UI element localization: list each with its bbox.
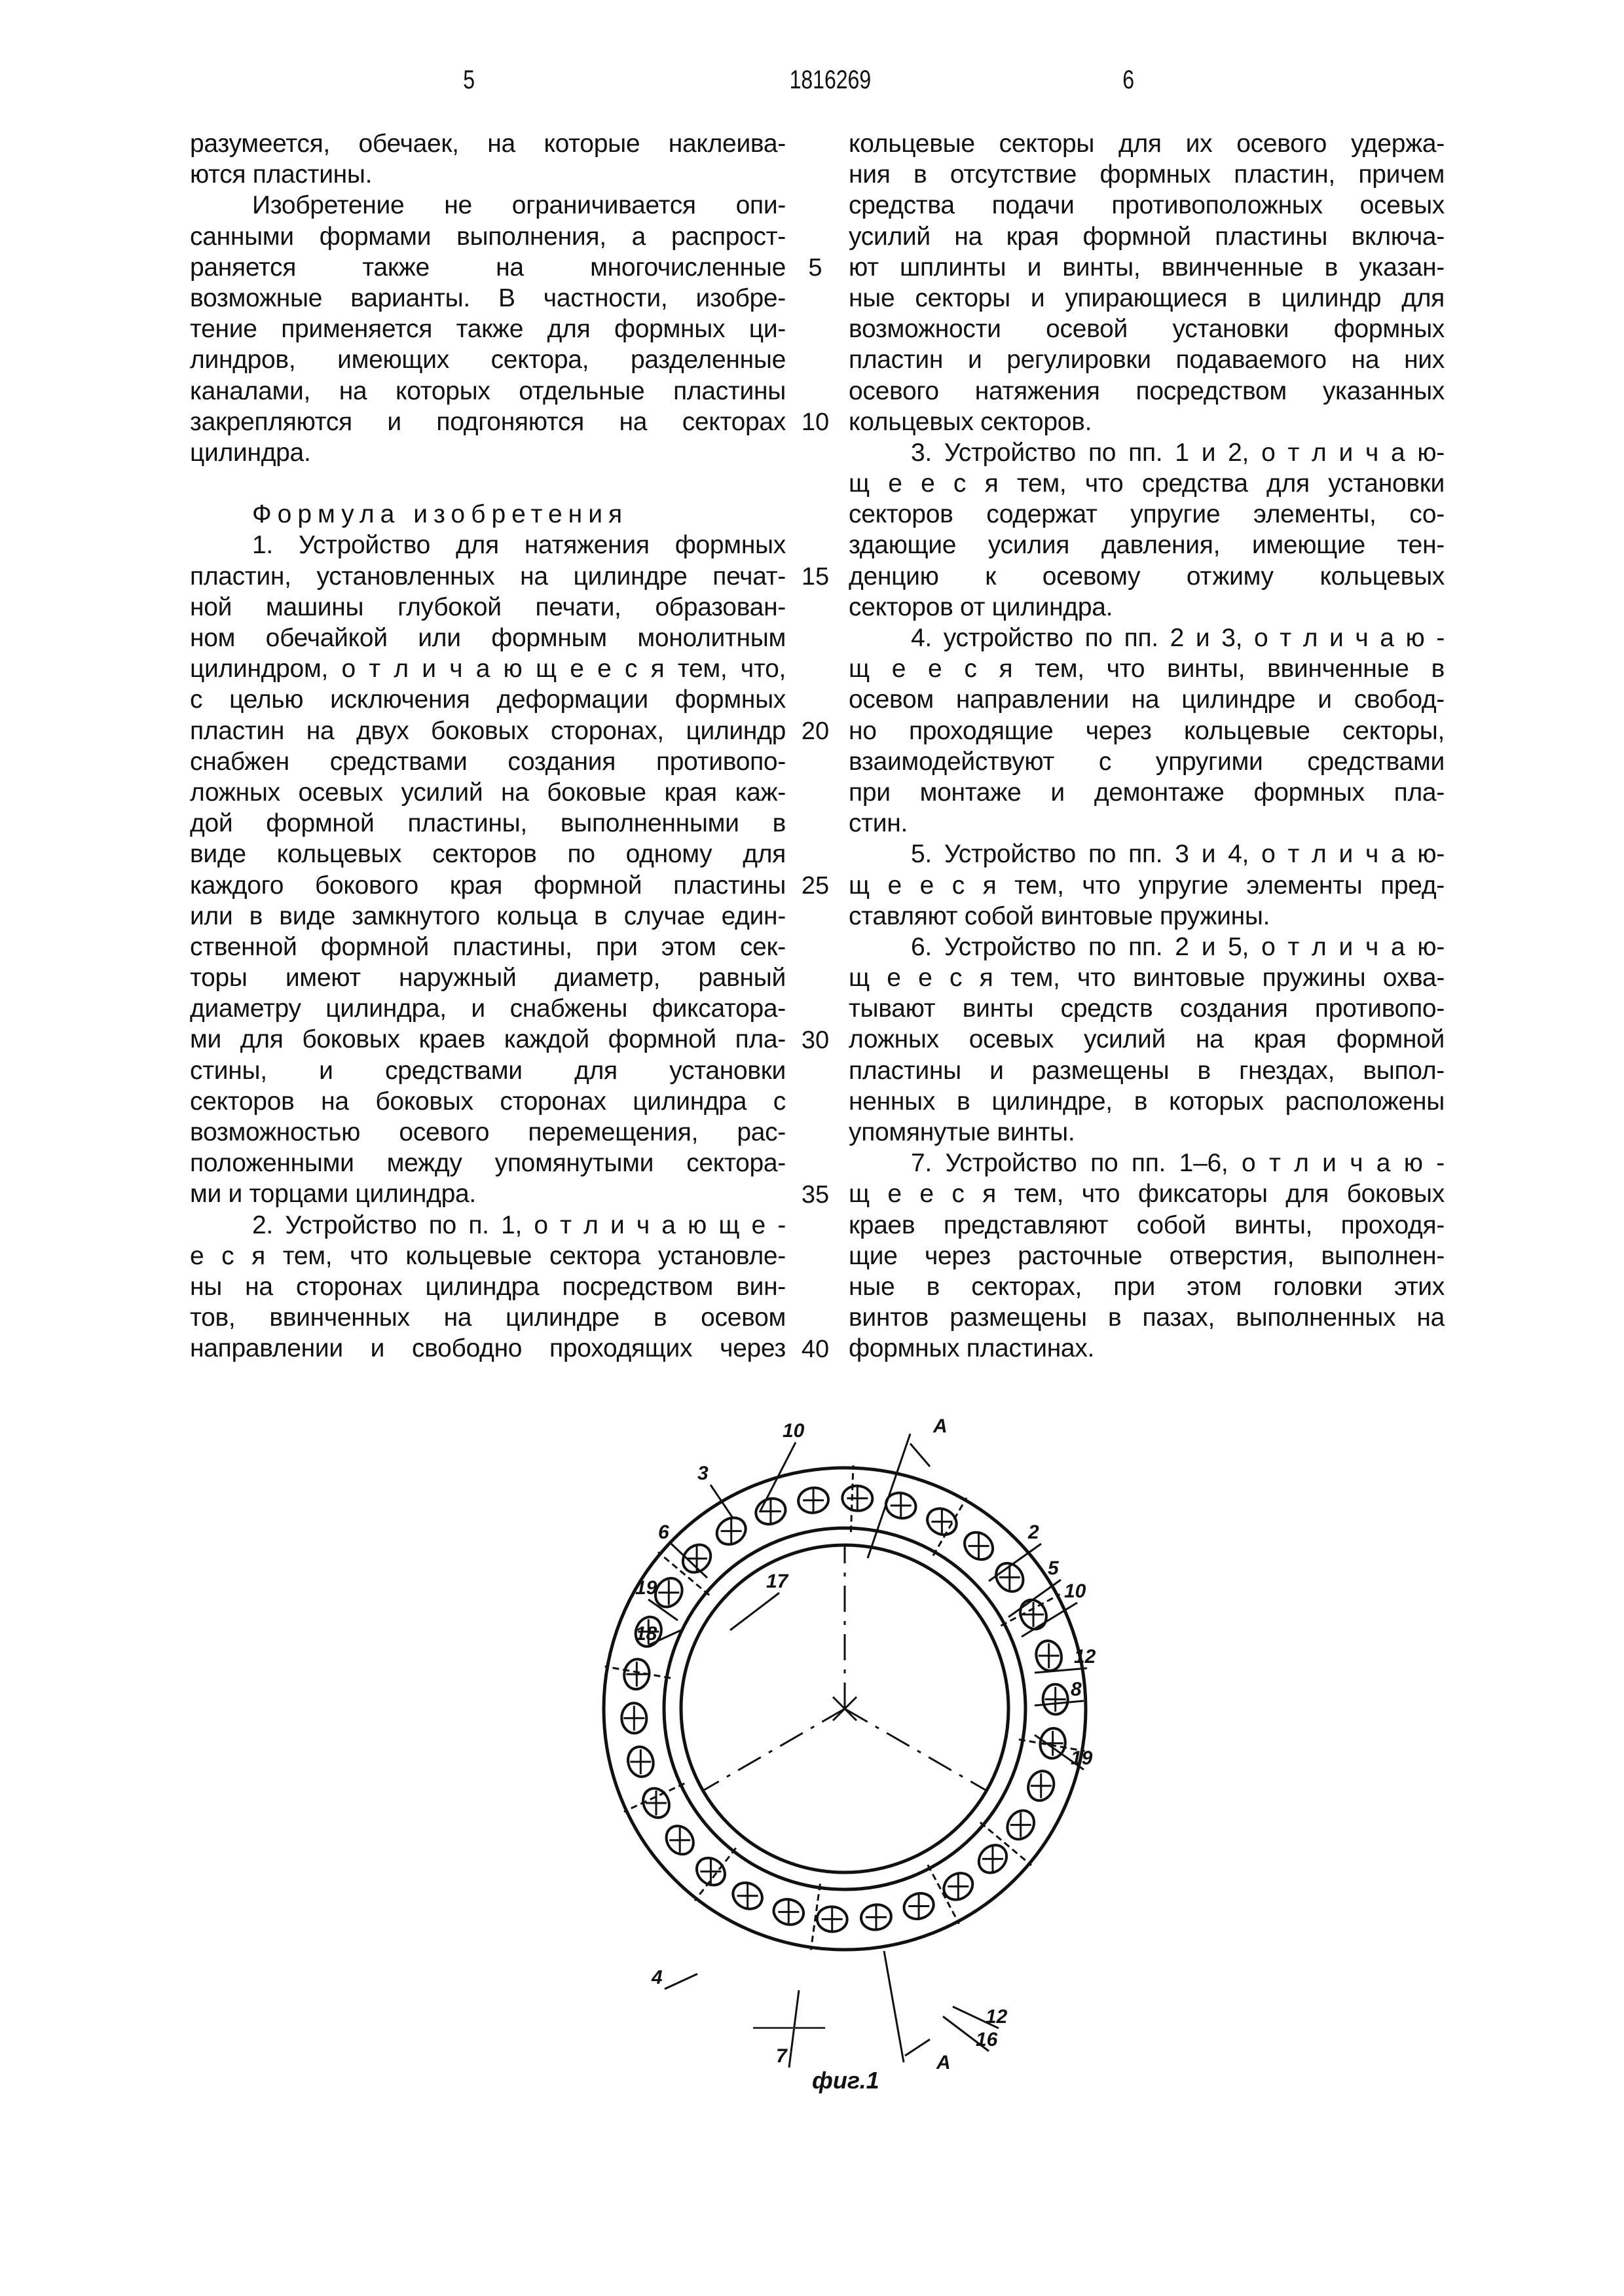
text-line: 5. Устройство по пп. 3 и 4, о т л и ч а ю- [849, 839, 1445, 869]
text-line: торы имеют наружный диаметр, равный [190, 962, 786, 993]
text-line: ном обечайкой или формным монолитным [190, 623, 786, 653]
text-line: направлении и свободно проходящих через [190, 1333, 786, 1364]
bolt-icon [661, 1821, 699, 1860]
figure-1-cylinder-cross-section [537, 1408, 1166, 2115]
figure-label-l8: 8 [1071, 1679, 1082, 1700]
text-line: возможности осевой установки формных [849, 314, 1445, 344]
text-line: ния в отсутствие формных пластин, причем [849, 159, 1445, 190]
figure-labels [635, 1415, 1096, 2094]
text-line: щие через расточные отверстия, выполнен- [849, 1241, 1445, 1271]
text-line: ложных осевых усилий на боковые края каж- [190, 777, 786, 808]
patent-number: 1816269 [790, 65, 872, 95]
text-line: тение применяется также для формных ци- [190, 314, 786, 344]
text-line: каналами, на которых отдельные пластины [190, 376, 786, 407]
bolt-icon [841, 1485, 873, 1512]
figure-label-l10_right: 10 [1064, 1580, 1086, 1602]
text-line: осевого натяжения посредством указанных [849, 376, 1445, 407]
footer-rule [753, 2027, 825, 2029]
text-line: стин. [849, 808, 1445, 839]
text-line: усилий на края формной пластины включа- [849, 221, 1445, 252]
line-number: 35 [786, 1181, 845, 1209]
bolt-icon [621, 1703, 647, 1734]
bolt-icon [771, 1896, 806, 1928]
figure-label-l4: 4 [651, 1967, 663, 1988]
text-line: кольцевых секторов. [849, 407, 1445, 437]
text-line: осевом направлении на цилиндре и свобод- [849, 684, 1445, 715]
text-line: с целью исключения деформации формных [190, 684, 786, 715]
figure-label-l19_left: 19 [635, 1577, 657, 1599]
figure-label-l5: 5 [1048, 1558, 1060, 1579]
page-number-right: 6 [1122, 65, 1134, 95]
text-line: раняется также на многочисленные [190, 252, 786, 283]
sector-joint [933, 1498, 967, 1556]
text-line: секторов на боковых сторонах цилиндра с [190, 1086, 786, 1117]
bolt-icon [1024, 1767, 1058, 1804]
line-number: 15 [786, 563, 845, 591]
text-line: возможные варианты. В частности, изобре- [190, 283, 786, 314]
line-number: 40 [786, 1336, 845, 1364]
text-line: каждого бокового края формной пластины [190, 870, 786, 901]
line-number: 5 [786, 254, 845, 282]
bolt-icon [712, 1512, 750, 1550]
figure-label-l10_top: 10 [783, 1420, 805, 1442]
left-text-column [190, 128, 786, 1364]
text-line: ственной формной пластины, при этом сек- [190, 932, 786, 962]
text-line: щ е е с я тем, что средства для установки [849, 468, 1445, 499]
text-line: щ е е с я тем, что фиксаторы для боковых [849, 1178, 1445, 1209]
section-mark-top: A [932, 1415, 948, 1437]
bolt-icon [1002, 1806, 1039, 1844]
text-line: денцию к осевому отжиму кольцевых [849, 561, 1445, 592]
bolt-icon [900, 1889, 937, 1923]
text-line: пластин и регулировки подаваемого на них [849, 344, 1445, 375]
text-line: санными формами выполнения, а распрост- [190, 221, 786, 252]
bolt-icon [625, 1744, 656, 1779]
figure-label-l3: 3 [697, 1463, 709, 1484]
bolt-icon [859, 1903, 893, 1931]
text-line: тов, ввинченных на цилиндре в осевом [190, 1302, 786, 1333]
text-line: ные секторы и упирающиеся в цилиндр для [849, 283, 1445, 314]
text-line: взаимодействуют с упругими средствами [849, 746, 1445, 777]
text-line [190, 468, 786, 499]
line-number: 30 [786, 1027, 845, 1055]
text-line: пластины и размещены в гнездах, выпол- [849, 1055, 1445, 1086]
text-line: ной машины глубокой печати, образован- [190, 592, 786, 623]
text-line: ют шплинты и винты, ввинченные в указан- [849, 252, 1445, 283]
center-axis-line [703, 1709, 845, 1791]
bolt-icon [959, 1527, 999, 1565]
leader-line [789, 1990, 799, 2068]
text-line: е с я тем, что кольцевые сектора установле- [190, 1241, 786, 1271]
figure-label-l12_right: 12 [1074, 1646, 1096, 1667]
section-line-bottom [884, 1951, 904, 2062]
figure-label-l19_right: 19 [1071, 1747, 1093, 1769]
leader-line [730, 1593, 779, 1630]
text-line: линдров, имеющих сектора, разделенные [190, 344, 786, 375]
sector-joint [811, 1884, 820, 1950]
bolt-icon [991, 1558, 1029, 1597]
sector-joint [851, 1465, 853, 1532]
ring-drawing [604, 1434, 1086, 2062]
center-axis-line [845, 1709, 987, 1791]
text-line: ставляют собой винтовые пружины. [849, 901, 1445, 932]
text-line: здающие усилия давления, имеющие тен- [849, 530, 1445, 560]
figure-label-l16: 16 [976, 2029, 998, 2050]
text-line: снабжен средствами создания противопо- [190, 746, 786, 777]
bolt-icon [1033, 1638, 1064, 1673]
text-line: 6. Устройство по пп. 2 и 5, о т л и ч а ю- [849, 932, 1445, 962]
line-number: 25 [786, 872, 845, 900]
text-line: секторов содержат упругие элементы, со- [849, 499, 1445, 530]
bolt-icon [883, 1489, 918, 1522]
section-arrow-bottom [905, 2039, 930, 2056]
section-heading: Формула изобретения [190, 499, 786, 530]
text-line: ми для боковых краев каждой формной пла- [190, 1024, 786, 1055]
bolt-icon [752, 1495, 789, 1529]
figure-label-l17: 17 [766, 1571, 789, 1592]
line-number: 10 [786, 409, 845, 437]
text-line: закрепляются и подгоняются на секторах [190, 407, 786, 437]
text-line: стины, и средствами для установки [190, 1055, 786, 1086]
text-line: ложных осевых усилий на края формной [849, 1024, 1445, 1055]
figure-caption: фиг.1 [812, 2067, 879, 2094]
figure-label-l18: 18 [635, 1623, 657, 1645]
figure-label-l6: 6 [658, 1522, 669, 1543]
text-line: цилиндром, о т л и ч а ю щ е е с я тем, что, [190, 653, 786, 684]
text-line: положенными между упомянутыми сектора- [190, 1148, 786, 1178]
text-line: но проходящие через кольцевые секторы, [849, 716, 1445, 746]
text-line: щ е е с я тем, что винты, ввинченные в [849, 653, 1445, 684]
text-line: тывают винты средств создания противопо- [849, 993, 1445, 1024]
text-line: ются пластины. [190, 159, 786, 190]
bolt-icon [796, 1485, 830, 1514]
text-line: винтов размещены в пазах, выполненных на [849, 1302, 1445, 1333]
text-line: пластин на двух боковых сторонах, цилиндр [190, 716, 786, 746]
text-line: кольцевые секторы для их осевого удержа- [849, 128, 1445, 159]
text-line: секторов от цилиндра. [849, 592, 1445, 623]
text-line: при монтаже и демонтаже формных пла- [849, 777, 1445, 808]
right-text-column [849, 128, 1445, 1364]
bolt-icon [817, 1906, 848, 1933]
line-number: 20 [786, 718, 845, 746]
text-line: возможностью осевого перемещения, рас- [190, 1117, 786, 1148]
sector-joint [605, 1666, 671, 1678]
text-line: ные в секторах, при этом головки этих [849, 1271, 1445, 1302]
leader-line [760, 1442, 796, 1512]
text-line: краев представляют собой винты, проходя- [849, 1210, 1445, 1241]
leader-line [989, 1544, 1041, 1581]
text-line: пластин, установленных на цилиндре печат- [190, 561, 786, 592]
text-line: щ е е с я тем, что упругие элементы пред- [849, 870, 1445, 901]
text-line: 4. устройство по пп. 2 и 3, о т л и ч а ю - [849, 623, 1445, 653]
bolt-icon [1043, 1684, 1069, 1715]
section-arrow-top [910, 1444, 930, 1467]
sector-joint [695, 1848, 736, 1901]
text-line: виде кольцевых секторов по одному для [190, 839, 786, 869]
text-line: или в виде замкнутого кольца в случае един- [190, 901, 786, 932]
leader-line [710, 1485, 733, 1519]
text-line: щ е е с я тем, что винтовые пружины охва- [849, 962, 1445, 993]
bolt-icon [728, 1878, 766, 1914]
text-line: ны на сторонах цилиндра посредством вин- [190, 1271, 786, 1302]
text-line: ненных в цилиндре, в которых расположены [849, 1086, 1445, 1117]
text-line: формных пластинах. [849, 1333, 1445, 1364]
text-line: ми и торцами цилиндра. [190, 1178, 786, 1209]
text-line: Изобретение не ограничивается опи- [190, 190, 786, 221]
text-line: диаметру цилиндра, и снабжены фиксатора- [190, 993, 786, 1024]
text-line: дой формной пластины, выполненными в [190, 808, 786, 839]
bolt-icon [692, 1852, 731, 1891]
text-line: упомянутые винты. [849, 1117, 1445, 1148]
text-line: 1. Устройство для натяжения формных [190, 530, 786, 560]
text-line: 2. Устройство по п. 1, о т л и ч а ю щ е - [190, 1210, 786, 1241]
text-line: разумеется, обечаек, на которые наклеива- [190, 128, 786, 159]
figure-label-l12_bottom: 12 [986, 2006, 1008, 2028]
text-line: средства подачи противоположных осевых [849, 190, 1445, 221]
leader-line [665, 1974, 697, 1989]
bolt-icon [939, 1868, 978, 1905]
figure-label-l7: 7 [776, 2045, 788, 2067]
text-line: 3. Устройство по пп. 1 и 2, о т л и ч а ю- [849, 437, 1445, 468]
text-line: 7. Устройство по пп. 1–6, о т л и ч а ю - [849, 1148, 1445, 1178]
figure-label-l2: 2 [1027, 1522, 1039, 1543]
section-mark-bottom: A [936, 2052, 951, 2073]
text-line: цилиндра. [190, 437, 786, 468]
bolt-icon [923, 1504, 961, 1540]
page-number-left: 5 [463, 65, 475, 95]
